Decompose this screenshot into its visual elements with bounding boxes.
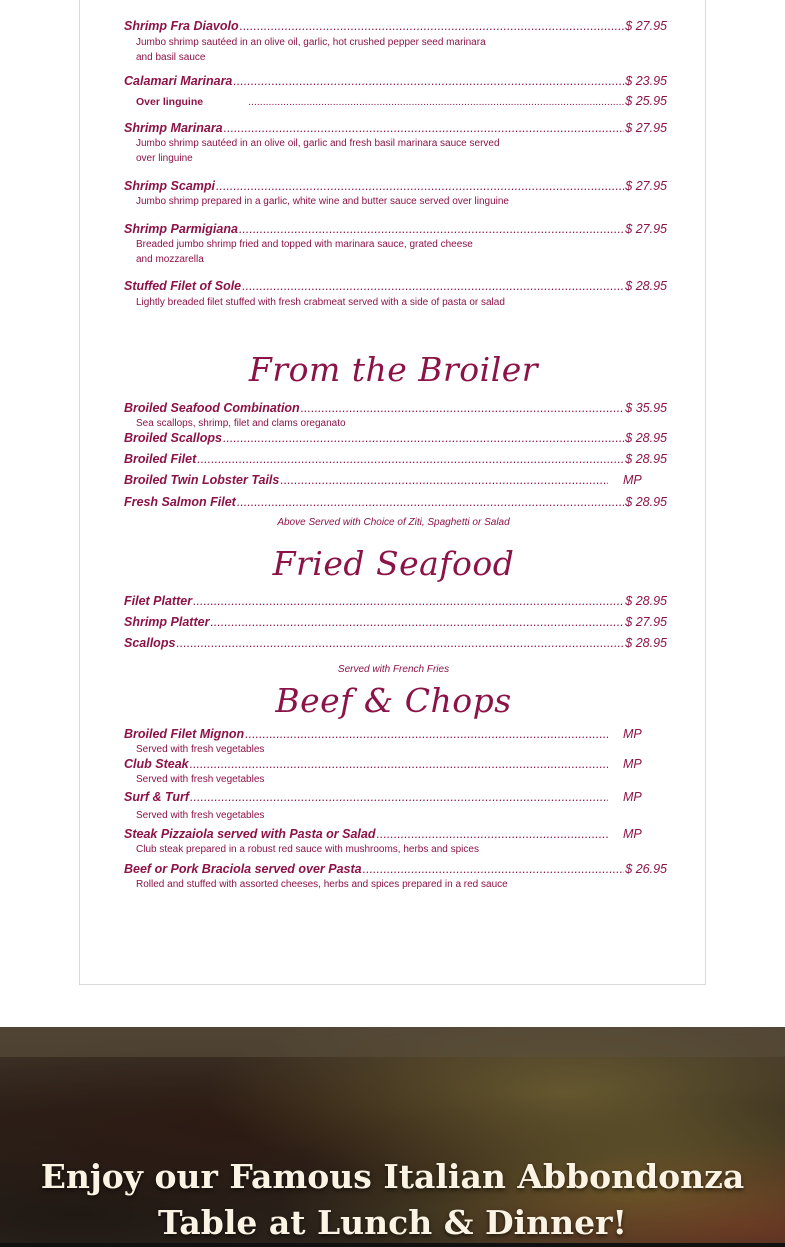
menu-item-shrimp-marinara — [124, 121, 667, 135]
item-description: Rolled and stuffed with assorted cheeses, herbs and spices prepared in a red sauce — [136, 879, 508, 890]
menu-item-broiled-seafood-combination — [124, 401, 667, 415]
item-price: MP — [623, 790, 642, 804]
item-description: Jumbo shrimp sautéed in an olive oil, garlic and fresh basil marinara sauce served — [136, 138, 500, 149]
item-name: Broiled Filet Mignon — [124, 727, 245, 741]
item-name: Shrimp Fra Diavolo — [124, 19, 239, 33]
menu-item-filet-platter — [124, 594, 667, 608]
item-price: $ 28.95 — [625, 594, 667, 608]
item-name: Club Steak — [124, 757, 189, 771]
item-price: $ 23.95 — [625, 74, 667, 88]
menu-item-surf-and-turf — [124, 790, 667, 804]
menu-item-broiled-filet-mignon — [124, 727, 667, 741]
item-name: Shrimp Marinara — [124, 121, 223, 135]
item-description: Sea scallops, shrimp, filet and clams oreganato — [136, 418, 346, 429]
item-name: Broiled Twin Lobster Tails — [124, 473, 280, 487]
item-price: $ 28.95 — [625, 431, 667, 445]
menu-item-stuffed-filet-of-sole — [124, 279, 667, 293]
menu-item-shrimp-platter — [124, 615, 667, 629]
item-name: Over linguine — [136, 96, 204, 108]
item-name: Shrimp Parmigiana — [124, 222, 238, 236]
item-price: MP — [623, 827, 642, 841]
item-description: Served with fresh vegetables — [136, 744, 265, 755]
item-description: and basil sauce — [136, 52, 206, 63]
item-name: Stuffed Filet of Sole — [124, 279, 242, 293]
item-price: $ 28.95 — [625, 636, 667, 650]
section-note-fried: Served with French Fries — [337, 664, 450, 675]
item-price: MP — [623, 473, 642, 487]
item-name: Surf & Turf — [124, 790, 190, 804]
item-name: Scallops — [124, 636, 176, 650]
menu-item-broiled-twin-lobster-tails — [124, 473, 667, 487]
menu-item-club-steak — [124, 757, 667, 771]
menu-item-shrimp-fra-diavolo — [124, 19, 667, 33]
item-name: Calamari Marinara — [124, 74, 233, 88]
item-description: Served with fresh vegetables — [136, 810, 265, 821]
menu-item-braciola — [124, 862, 667, 876]
section-heading-beef: Beef & Chops — [275, 681, 512, 720]
item-description: Jumbo shrimp prepared in a garlic, white wine and butter sauce served over linguine — [136, 196, 509, 207]
item-price: $ 25.95 — [625, 94, 667, 108]
item-price: $ 35.95 — [625, 401, 667, 415]
item-name: Broiled Scallops — [124, 431, 222, 445]
item-description — [136, 0, 556, 1]
menu-item-shrimp-scampi — [124, 179, 667, 193]
item-description: Breaded jumbo shrimp fried and topped with marinara sauce, grated cheese — [136, 239, 473, 250]
item-price: $ 28.95 — [625, 452, 667, 466]
item-price: $ 28.95 — [625, 279, 667, 293]
section-note-broiler: Above Served with Choice of Ziti, Spaghetti or Salad — [277, 517, 510, 528]
item-description: Club steak prepared in a robust red sauce with mushrooms, herbs and spices — [136, 844, 479, 855]
menu-item-steak-pizzaiola — [124, 827, 667, 841]
item-price: $ 28.95 — [625, 495, 667, 509]
menu-item-scallops — [124, 636, 667, 650]
item-description: Served with fresh vegetables — [136, 774, 265, 785]
menu-item-broiled-filet — [124, 452, 667, 466]
item-name: Beef or Pork Braciola served over Pasta — [124, 862, 362, 876]
banner-line-2: Table at Lunch & Dinner! — [157, 1203, 628, 1242]
bottom-bar — [0, 1243, 785, 1247]
item-name: Shrimp Scampi — [124, 179, 215, 193]
item-name: Filet Platter — [124, 594, 193, 608]
item-name: Fresh Salmon Filet — [124, 495, 236, 509]
item-name: Broiled Seafood Combination — [124, 401, 300, 415]
item-name: Shrimp Platter — [124, 615, 210, 629]
menu-item-broiled-scallops — [124, 431, 667, 445]
item-name: Broiled Filet — [124, 452, 197, 466]
item-price: $ 27.95 — [625, 121, 667, 135]
item-price: MP — [623, 757, 642, 771]
item-name: Steak Pizzaiola served with Pasta or Salad — [124, 827, 376, 841]
menu-card — [79, 0, 706, 985]
promo-banner — [0, 1027, 785, 1247]
item-price: $ 27.95 — [625, 19, 667, 33]
item-description: over linguine — [136, 153, 193, 164]
section-heading-broiler: From the Broiler — [248, 350, 539, 389]
item-description: Jumbo shrimp sautéed in an olive oil, garlic, hot crushed pepper seed marinara — [136, 37, 486, 48]
menu-item-calamari-marinara — [124, 74, 667, 88]
item-price: MP — [623, 727, 642, 741]
menu-item-over-linguine — [136, 94, 667, 108]
item-price: $ 27.95 — [625, 179, 667, 193]
item-price: $ 26.95 — [625, 862, 667, 876]
banner-line-1: Enjoy our Famous Italian Abbondonza — [40, 1157, 745, 1196]
item-price: $ 27.95 — [625, 222, 667, 236]
menu-item-shrimp-parmigiana — [124, 222, 667, 236]
banner-headline — [0, 1154, 785, 1246]
item-description: and mozzarella — [136, 254, 204, 265]
section-heading-fried: Fried Seafood — [272, 544, 515, 583]
item-description: Lightly breaded filet stuffed with fresh crabmeat served with a side of pasta or salad — [136, 297, 505, 308]
item-price: $ 27.95 — [625, 615, 667, 629]
menu-item-fresh-salmon-filet — [124, 495, 667, 509]
